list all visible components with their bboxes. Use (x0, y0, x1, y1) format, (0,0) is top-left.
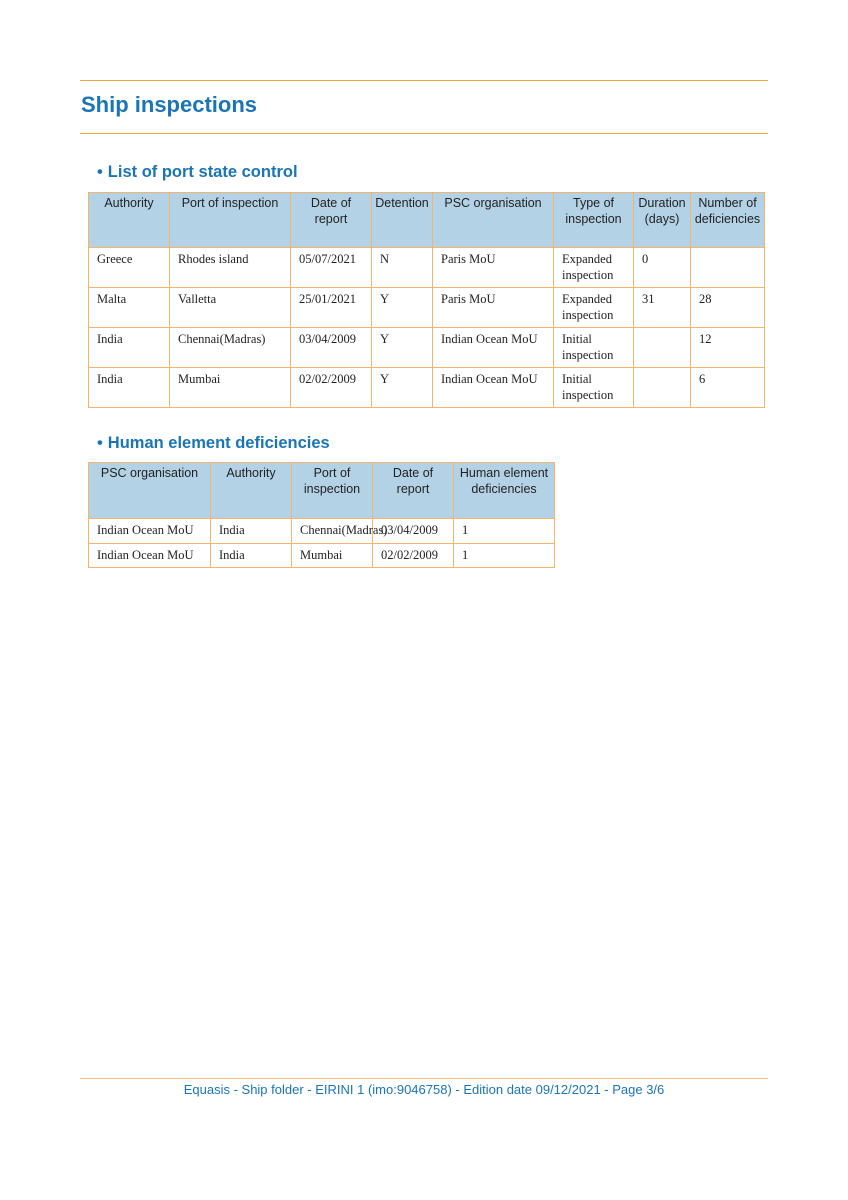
table-cell: Malta (89, 288, 170, 328)
title-rule (80, 133, 768, 134)
psc-section-title (97, 163, 298, 182)
top-rule (80, 80, 768, 81)
table-row (89, 519, 555, 544)
table-cell: India (89, 328, 170, 368)
column-header: Detention (372, 193, 433, 248)
table-cell: 05/07/2021 (291, 248, 372, 288)
psc-table (88, 192, 765, 408)
column-header: Number of deficiencies (691, 193, 765, 248)
table-cell: Initial inspection (554, 328, 634, 368)
table-cell: 12 (691, 328, 765, 368)
hed-table (88, 462, 555, 568)
table-cell: India (211, 543, 292, 568)
table-cell: Chennai(Madras) (292, 519, 373, 544)
psc-header-row (89, 193, 765, 248)
table-cell: India (89, 368, 170, 408)
hed-section-title (97, 434, 330, 453)
table-cell (634, 328, 691, 368)
column-header: PSC organisation (433, 193, 554, 248)
table-row (89, 288, 765, 328)
table-cell: N (372, 248, 433, 288)
page-title: Ship inspections (81, 92, 258, 117)
table-cell: 1 (454, 519, 555, 544)
table-cell: Y (372, 368, 433, 408)
table-cell: Y (372, 328, 433, 368)
column-header: PSC organisation (89, 463, 211, 519)
table-cell: Paris MoU (433, 248, 554, 288)
table-cell: 03/04/2009 (373, 519, 454, 544)
table-cell: 31 (634, 288, 691, 328)
table-cell: 02/02/2009 (373, 543, 454, 568)
table-cell: Y (372, 288, 433, 328)
page-footer: Equasis - Ship folder - EIRINI 1 (imo:9046758) - Edition date 09/12/2021 - Page 3/6 (183, 1082, 665, 1097)
table-cell: 28 (691, 288, 765, 328)
table-cell: 6 (691, 368, 765, 408)
table-cell: Indian Ocean MoU (433, 368, 554, 408)
table-cell: 02/02/2009 (291, 368, 372, 408)
table-cell: 03/04/2009 (291, 328, 372, 368)
table-cell: Indian Ocean MoU (433, 328, 554, 368)
table-cell: Mumbai (170, 368, 291, 408)
table-cell: Expanded inspection (554, 248, 634, 288)
table-row (89, 328, 765, 368)
table-cell: Indian Ocean MoU (89, 543, 211, 568)
table-cell (691, 248, 765, 288)
psc-section-title-text: List of port state control (107, 163, 298, 181)
table-row (89, 248, 765, 288)
bullet-icon: • (97, 434, 103, 452)
column-header: Port of inspection (292, 463, 373, 519)
table-cell: Expanded inspection (554, 288, 634, 328)
footer-rule (80, 1078, 768, 1079)
column-header: Authority (211, 463, 292, 519)
column-header: Date of report (291, 193, 372, 248)
column-header: Authority (89, 193, 170, 248)
table-cell: Valletta (170, 288, 291, 328)
table-cell: 25/01/2021 (291, 288, 372, 328)
table-cell: Rhodes island (170, 248, 291, 288)
table-row (89, 543, 555, 568)
table-cell: Initial inspection (554, 368, 634, 408)
table-cell: Paris MoU (433, 288, 554, 328)
column-header: Port of inspection (170, 193, 291, 248)
table-row (89, 368, 765, 408)
hed-section-title-text: Human element deficiencies (107, 434, 330, 452)
table-cell: Indian Ocean MoU (89, 519, 211, 544)
table-cell: Mumbai (292, 543, 373, 568)
table-cell: 1 (454, 543, 555, 568)
column-header: Human element deficiencies (454, 463, 555, 519)
table-cell: Greece (89, 248, 170, 288)
table-cell: India (211, 519, 292, 544)
table-cell (634, 368, 691, 408)
column-header: Type of inspection (554, 193, 634, 248)
table-cell: 0 (634, 248, 691, 288)
hed-header-row (89, 463, 555, 519)
column-header: Date of report (373, 463, 454, 519)
bullet-icon: • (97, 163, 103, 181)
column-header: Duration (days) (634, 193, 691, 248)
table-cell: Chennai(Madras) (170, 328, 291, 368)
